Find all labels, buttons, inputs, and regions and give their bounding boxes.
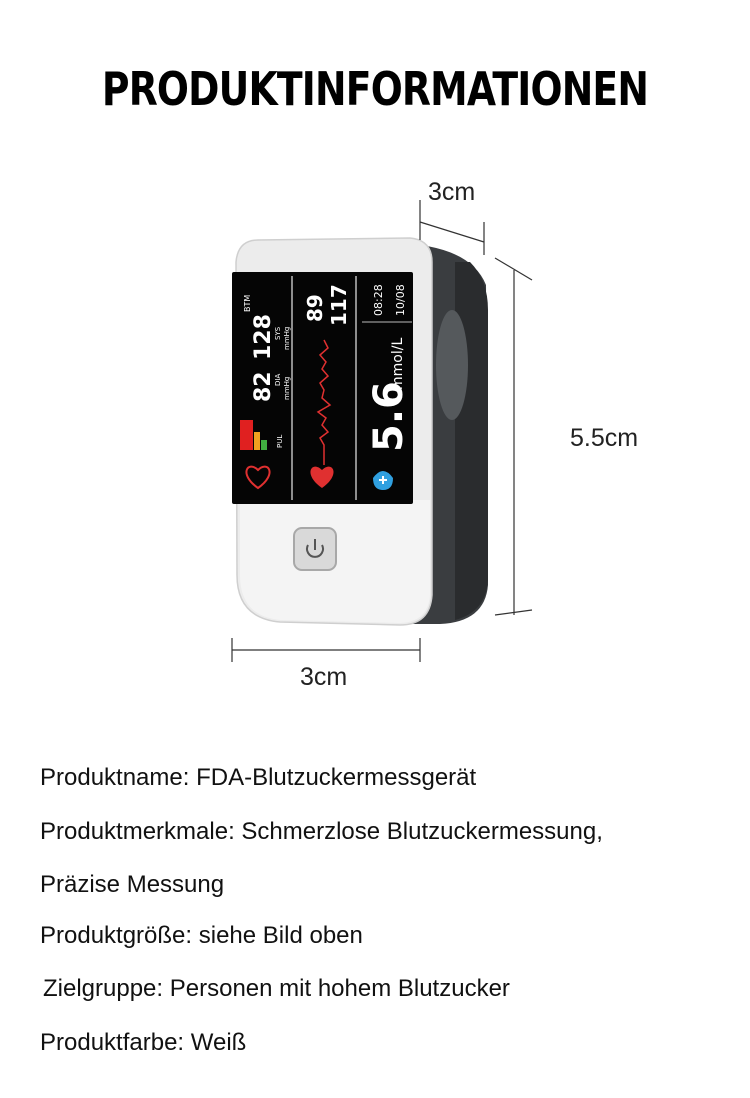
pul-label: PUL bbox=[276, 434, 284, 448]
dimension-height: 5.5cm bbox=[570, 424, 639, 452]
device-side-button bbox=[436, 310, 468, 420]
info-value: Schmerzlose Blutzuckermessung, bbox=[241, 818, 603, 845]
info-label: Produktmerkmale: bbox=[40, 818, 235, 845]
info-product-features bbox=[40, 818, 603, 846]
info-value: Weiß bbox=[190, 1029, 247, 1056]
info-product-name bbox=[40, 764, 476, 792]
info-label: Zielgruppe: bbox=[43, 975, 164, 1002]
bar-orange bbox=[254, 432, 260, 450]
info-value: siehe Bild oben bbox=[198, 922, 363, 949]
dimension-bottom-width: 3cm bbox=[300, 663, 348, 691]
info-target-group bbox=[43, 975, 510, 1003]
dimension-top-width: 3cm bbox=[428, 178, 476, 206]
pulse-value: 117 bbox=[327, 284, 351, 326]
info-product-color bbox=[40, 1029, 246, 1057]
info-label: Produktgröße: bbox=[40, 922, 193, 949]
info-value: FDA-Blutzuckermessgerät bbox=[196, 764, 477, 791]
bar-red bbox=[240, 420, 253, 450]
sys-unit: mmHg bbox=[283, 326, 291, 350]
info-product-features-cont bbox=[40, 871, 224, 899]
sys-label: SYS bbox=[274, 326, 282, 340]
page-title: PRODUKTINFORMATIONEN bbox=[101, 62, 649, 116]
info-value: Personen mit hohem Blutzucker bbox=[169, 975, 510, 1002]
glucose-value: 5.6 bbox=[366, 381, 412, 452]
sys-value: 128 bbox=[251, 314, 276, 360]
info-label: Produktname: bbox=[40, 764, 190, 791]
screen-brand: BTM bbox=[243, 294, 252, 312]
dia-label: DIA bbox=[274, 373, 282, 386]
dia-value: 82 bbox=[251, 371, 276, 402]
info-label: Produktfarbe: bbox=[40, 1029, 185, 1056]
screen-date: 10/08 bbox=[394, 284, 407, 316]
dia-unit: mmHg bbox=[283, 376, 291, 400]
info-value: Präzise Messung bbox=[40, 871, 225, 898]
bar-green bbox=[261, 440, 267, 450]
info-product-size bbox=[40, 922, 363, 950]
glucose-unit: mmol/L bbox=[390, 337, 406, 390]
screen-time: 08:28 bbox=[372, 284, 385, 316]
spo2-value: 89 bbox=[303, 294, 327, 322]
